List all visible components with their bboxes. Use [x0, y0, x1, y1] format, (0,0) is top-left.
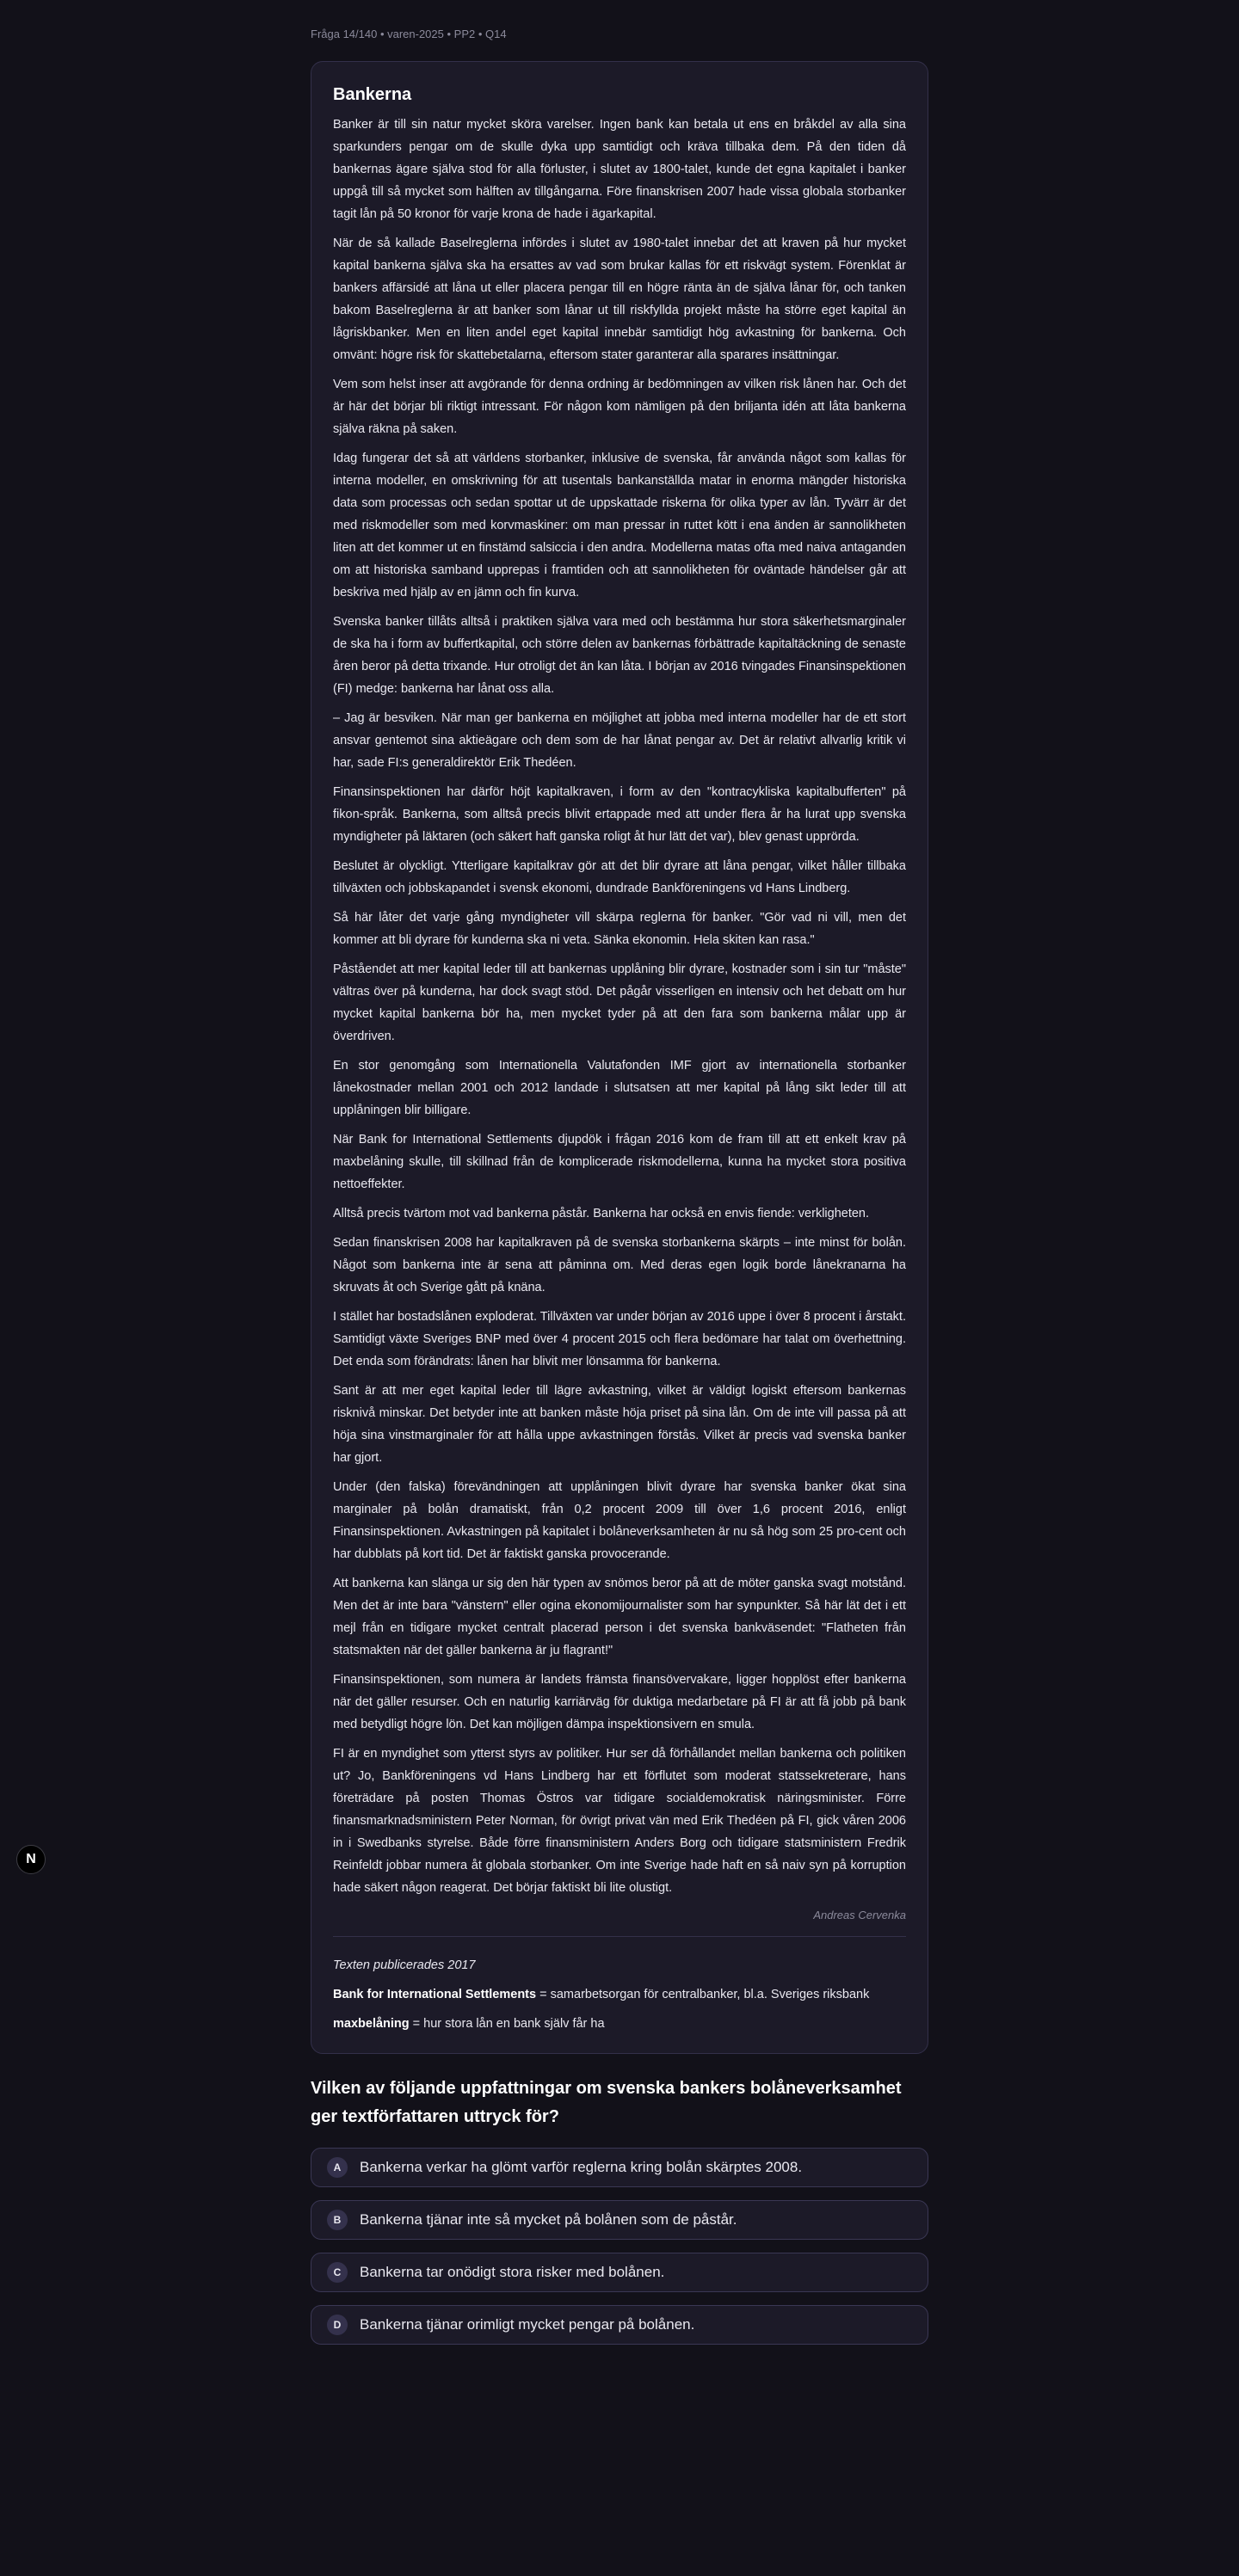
- article-paragraph: Banker är till sin natur mycket sköra varelser. Ingen bank kan betala ut ens en bråkdel av alla sina sparkunders pengar om de skulle dyka upp samtidigt och kräva tillbaka dem. På den tiden då bankernas ägare själva stod för alla förluster, i slutet av 1800-talet, kunde det egna kapitalet i banker uppgå till så mycket som hälften av tillgångarna. Före finanskrisen 2007 hade vissa globala storbanker tagit lån på 50 kronor för varje krona de hade i ägarkapital.: [333, 118, 906, 221]
- publication-note: Texten publicerades 2017: [333, 1958, 476, 1972]
- option-text: Bankerna verkar ha glömt varför reglerna kring bolån skärptes 2008.: [360, 2159, 803, 2175]
- article-paragraph: Att bankerna kan slänga ur sig den här typen av snömos beror på att de möter ganska svagt motstånd. Men det är inte bara "vänstern" eller ogina ekonomijournalister som har synpunkter. Så här lät det i ett mejl från en tidigare mycket centralt placerad person i det svenska bankväsendet: "Flatheten från statsmakten när det gäller bankerna är ju flagrant!": [333, 1577, 906, 1657]
- article-paragraph: En stor genomgång som Internationella Valutafonden IMF gjort av internationella storbanker lånekostnader mellan 2001 och 2012 landade i slutsatsen att mer kapital på lång sikt leder till att upplåningen blir billigare.: [333, 1059, 906, 1117]
- answer-option-c[interactable]: [311, 2253, 928, 2292]
- article-paragraph: I stället har bostadslånen exploderat. Tillväxten var under början av 2016 uppe i över 8 procent i årstakt. Samtidigt växte Sveriges BNP med över 4 procent 2015 och flera bedömare har talat om överhettning. Det enda som förändrats: lånen har blivit mer lönsamma för bankerna.: [333, 1310, 906, 1368]
- article-paragraph: Beslutet är olyckligt. Ytterligare kapitalkrav gör att det blir dyrare att låna pengar, vilket håller tillbaka tillväxten och jobbskapandet i svensk ekonomi, dundrade Bankföreningens vd Hans Lindberg.: [333, 859, 906, 895]
- article-title: Bankerna: [333, 85, 412, 104]
- answer-option-d[interactable]: [311, 2305, 928, 2345]
- article-paragraph: Alltså precis tvärtom mot vad bankerna påstår. Bankerna har också en envis fiende: verkligheten.: [333, 1207, 870, 1220]
- article-author: Andreas Cervenka: [813, 1909, 906, 1921]
- option-letter-badge: D: [327, 2315, 348, 2335]
- article-paragraph: Så här låter det varje gång myndigheter vill skärpa reglerna för banker. "Gör vad ni vill, men det kommer att bli dyrare för kunderna ska ni veta. Sänka ekonomin. Hela skiten kan rasa.": [333, 911, 906, 947]
- question-breadcrumb: Fråga 14/140 • varen-2025 • PP2 • Q14: [311, 28, 507, 40]
- dev-tools-button[interactable]: [16, 1845, 46, 1874]
- article-paragraph: Vem som helst inser att avgörande för denna ordning är bedömningen av vilken risk lånen har. Och det är här det börjar bli riktigt intressant. För någon kom nämligen på den briljanta idén att låta bankerna själva räkna på saken.: [333, 378, 906, 436]
- article-paragraph: – Jag är besviken. När man ger bankerna en möjlighet att jobba med interna modeller har de ett stort ansvar gentemot sina aktieägare och dem som de har lånat pengar av. Det är relativt allvarlig kritik vi har, sade FI:s generaldirektör Erik Thedéen.: [333, 711, 906, 770]
- option-text: Bankerna tjänar inte så mycket på bolånen som de påstår.: [360, 2211, 737, 2228]
- glossary-term: maxbelåning: [333, 2017, 410, 2031]
- option-letter-badge: A: [327, 2157, 348, 2178]
- option-letter-badge: B: [327, 2210, 348, 2230]
- question-text: Vilken av följande uppfattningar om svenska bankers bolåneverksamhet ger textförfattaren uttryck för?: [311, 2079, 902, 2126]
- nextjs-logo-icon: N: [26, 1852, 36, 1866]
- option-text: Bankerna tjänar orimligt mycket pengar på bolånen.: [360, 2316, 695, 2333]
- glossary-definition: = hur stora lån en bank själv får ha: [412, 2017, 605, 2031]
- article-paragraph: Sant är att mer eget kapital leder till lägre avkastning, vilket är väldigt logiskt eftersom bankernas risknivå minskar. Det betyder inte att banken måste höja priset på sina lån. Om de inte vill passa på att höja sina vinstmarginaler för att hålla uppe avkastningen förstås. Vilket är precis vad svenska banker har gjort.: [333, 1384, 906, 1465]
- article-body: [333, 114, 906, 1899]
- footer-divider: [333, 1936, 906, 1937]
- article-paragraph: Finansinspektionen, som numera är landets främsta finansövervakare, ligger hopplöst efter bankerna när det gäller resurser. Och en naturlig karriärväg för duktiga medarbetare på FI är att få jobb på bank med betydligt högre lön. Det kan möjligen dämpa inspektionsivern en smula.: [333, 1673, 906, 1731]
- article-paragraph: När Bank for International Settlements djupdök i frågan 2016 kom de fram till att ett enkelt krav på maxbelåning skulle, till skillnad från de komplicerade riskmodellerna, kunna ha mycket stora positiva nettoeffekter.: [333, 1133, 906, 1191]
- reading-passage-card: [311, 61, 928, 2054]
- article-paragraph: Påståendet att mer kapital leder till att bankernas upplåning blir dyrare, kostnader som i sin tur "måste" vältras över på kunderna, har dock svagt stöd. Det pågår visserligen en intensiv och het debatt om hur mycket kapital bankerna bör ha, men mycket tyder på att den fara som bankerna målar upp är överdriven.: [333, 962, 906, 1043]
- article-paragraph: När de så kallade Baselreglerna infördes i slutet av 1980-talet innebar det att kraven på hur mycket kapital bankerna själva ska ha ersattes av vad som brukar kallas för ett riskvägt system. Förenklat är bankers affärsidé att låna ut eller placera pengar till en högre ränta än de själva lånar för, och tanken bakom Baselreglerna är att banker som lånar ut till riskfyllda projekt måste ha större eget kapital än lågriskbanker. Men en liten andel eget kapital innebär samtidigt hög avkastning för bankerna. Och omvänt: högre risk för skattebetalarna, eftersom stater garanterar alla sparares insättningar.: [333, 237, 906, 362]
- article-paragraph: Svenska banker tillåts alltså i praktiken själva vara med och bestämma hur stora säkerhetsmarginaler de ska ha i form av buffertkapital, och större delen av bankernas förbättrade kapitaltäckning de senaste åren beror på detta trixande. Hur otroligt det än kan låta. I början av 2016 tvingades Finansinspektionen (FI) medge: bankerna har lånat oss alla.: [333, 615, 906, 696]
- glossary-definition: = samarbetsorgan för centralbanker, bl.a. Sveriges riksbank: [539, 1988, 870, 2001]
- glossary-entry: [333, 2013, 906, 2035]
- answer-options: [311, 2148, 928, 2345]
- answer-option-b[interactable]: [311, 2200, 928, 2240]
- option-text: Bankerna tar onödigt stora risker med bolånen.: [360, 2264, 665, 2280]
- glossary-term: Bank for International Settlements: [333, 1988, 537, 2001]
- article-paragraph: Finansinspektionen har därför höjt kapitalkraven, i form av den "kontracykliska kapitalbufferten" på fikon-språk. Bankerna, som alltså precis blivit ertappade med att under flera år ha lurat upp svenska myndigheter på läktaren (och säkert haft ganska roligt åt hur lätt det var), blev genast upprörda.: [333, 785, 906, 844]
- article-paragraph: Under (den falska) förevändningen att upplåningen blivit dyrare har svenska banker ökat sina marginaler på bolån dramatiskt, från 0,2 procent 2009 till över 1,6 procent 2016, enligt Finansinspektionen. Avkastningen på kapitalet i bolåneverksamheten är nu så hög som 25 pro-cent och har dubblats på kort tid. Det är faktiskt ganska provocerande.: [333, 1480, 906, 1561]
- article-footer: [333, 1954, 906, 2035]
- glossary-entry: [333, 1983, 906, 2006]
- article-paragraph: FI är en myndighet som ytterst styrs av politiker. Hur ser då förhållandet mellan bankerna och politiken ut? Jo, Bankföreningens vd Hans Lindberg har ett förflutet som moderat statssekreterare, hans företrädare på posten Thomas Östros var tidigare socialdemokratisk näringsminister. Förre finansmarknadsministern Peter Norman, för övrigt privat vän med Erik Thedéen på FI, gick våren 2006 in i Swedbanks styrelse. Både förre finansministern Anders Borg och tidigare statsministern Fredrik Reinfeldt jobbar numera åt globala storbanker. Om inte Sverige hade haft en så naiv syn på korruption hade säkert någon reagerat. Det börjar faktiskt bli lite olustigt.: [333, 1747, 906, 1895]
- option-letter-badge: C: [327, 2262, 348, 2283]
- article-paragraph: Sedan finanskrisen 2008 har kapitalkraven på de svenska storbankerna skärpts – inte minst för bolån. Något som bankerna inte är sena att påminna om. Med deras egen logik borde lånekranarna ha skruvats åt och Sverige gått på knäna.: [333, 1236, 906, 1294]
- article-paragraph: Idag fungerar det så att världens storbanker, inklusive de svenska, får använda något som kallas för interna modeller, en omskrivning för att tusentals bankanställda matar in enorma mängder historiska data som processas och sedan spottar ut de uppskattade riskerna för olika typer av lån. Tyvärr är det med riskmodeller som med korvmaskiner: om man pressar in ruttet kött i ena änden är sannolikheten liten att det kommer ut en finstämd salsiccia i den andra. Modellerna matas ofta med naiva antaganden om att historiska samband upprepas i framtiden och att sannolikheten för oväntade händelser går att beskriva med hjälp av en jämn och fin kurva.: [333, 452, 906, 599]
- page-container: [311, 0, 928, 2375]
- answer-option-a[interactable]: [311, 2148, 928, 2187]
